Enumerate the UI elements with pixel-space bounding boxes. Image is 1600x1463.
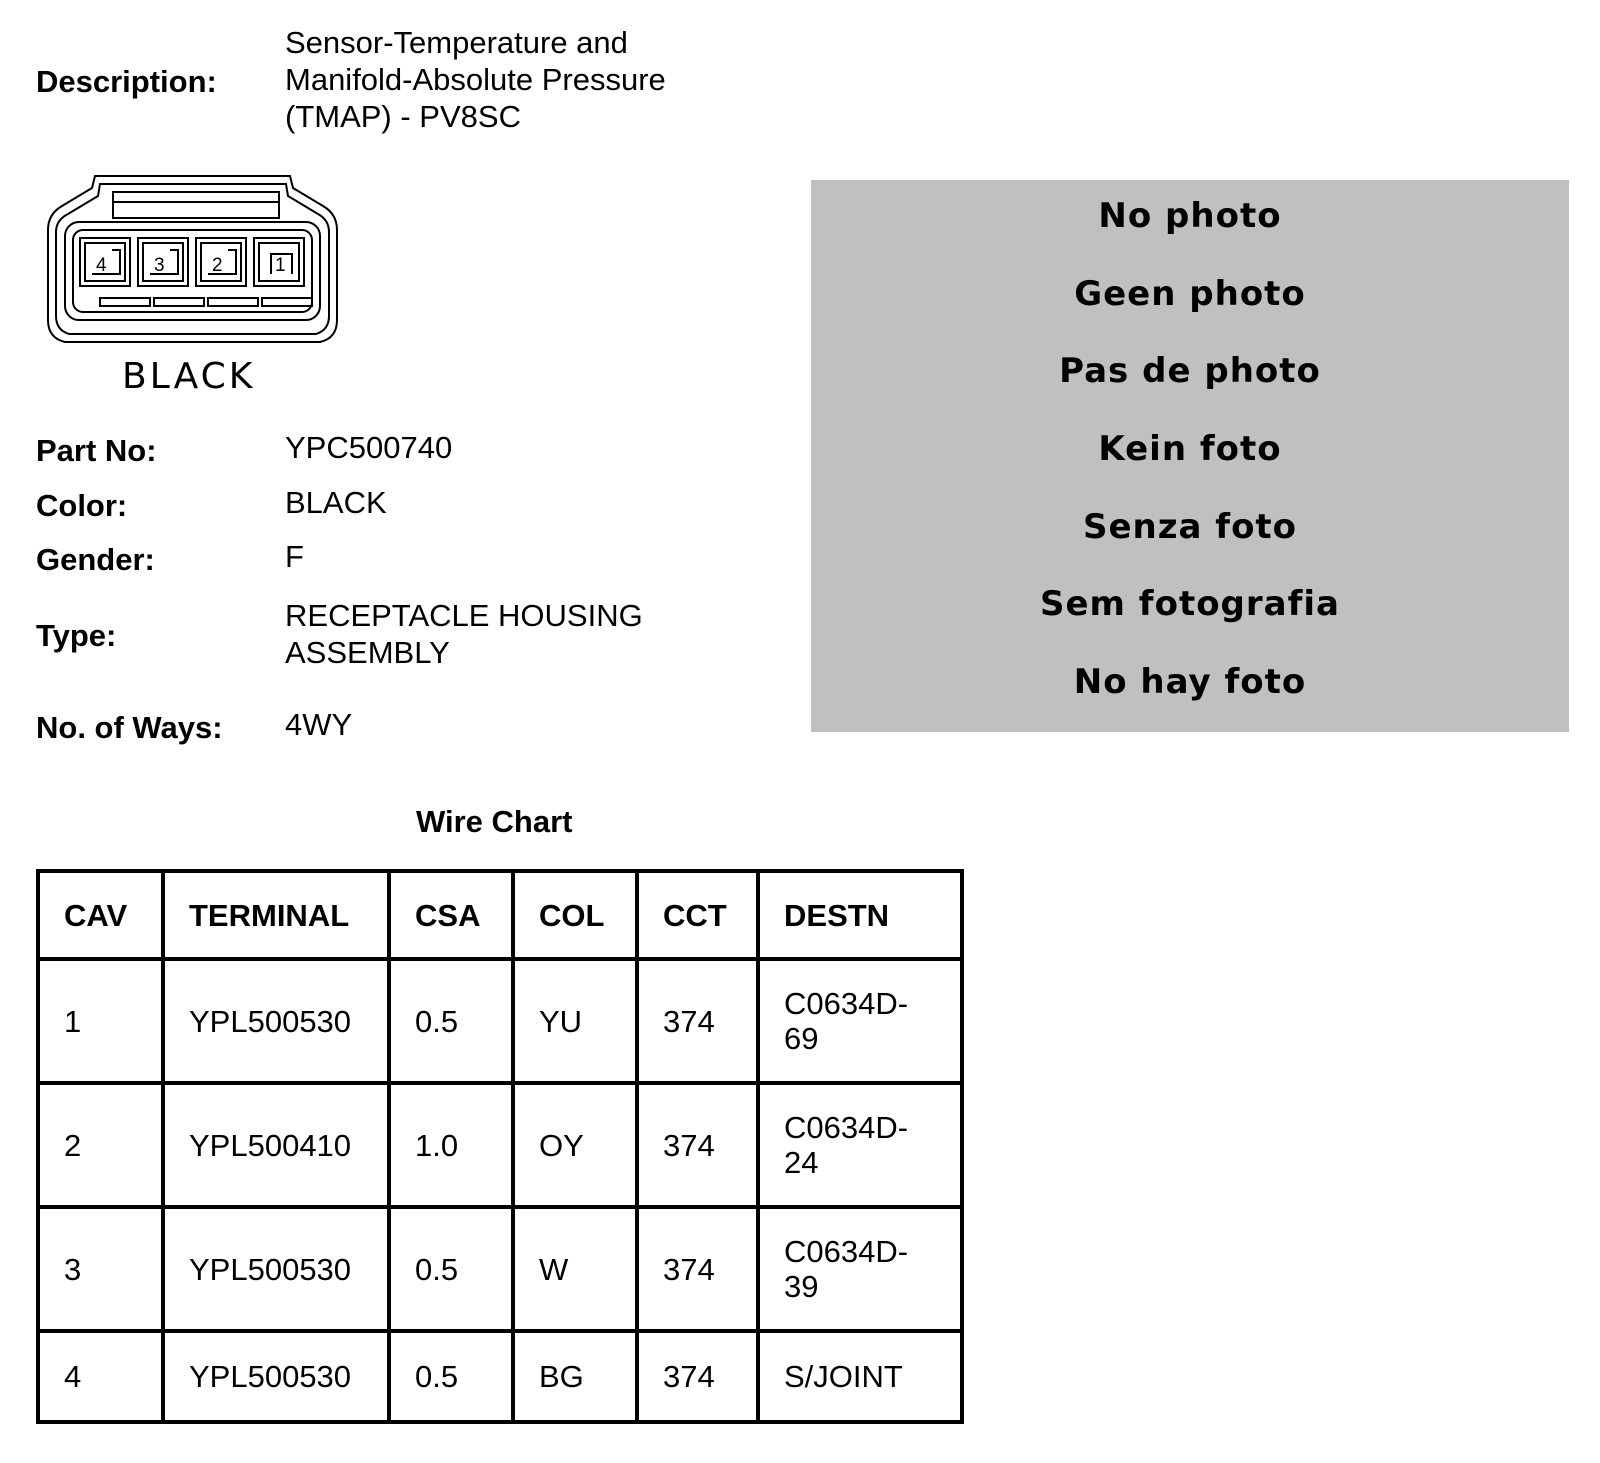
cell-cav: 3 [38, 1207, 163, 1331]
cell-cav: 4 [38, 1331, 163, 1422]
type-line: ASSEMBLY [285, 635, 450, 670]
cell-destn [758, 1207, 962, 1331]
cell-csa: 0.5 [389, 959, 513, 1083]
table-row [38, 1207, 962, 1331]
cavity-number: 3 [154, 255, 165, 276]
cell-terminal: YPL500530 [163, 1331, 389, 1422]
header-csa: CSA [389, 871, 513, 959]
no-photo-text: Senza foto [1082, 507, 1298, 547]
part-no-label: Part No: [36, 433, 157, 468]
cell-csa: 1.0 [389, 1083, 513, 1207]
type-label: Type: [36, 618, 117, 653]
table-header-row [38, 871, 962, 959]
cell-col: BG [513, 1331, 637, 1422]
wire-chart-table [36, 869, 964, 1424]
header-col: COL [513, 871, 637, 959]
destn-line: 24 [784, 1145, 819, 1180]
color-value: BLACK [285, 485, 387, 520]
no-photo-text: Geen photo [1074, 274, 1306, 314]
destn-line: 69 [784, 1021, 819, 1056]
no-photo-text: Pas de photo [1059, 351, 1321, 391]
cell-cct: 374 [637, 959, 758, 1083]
cell-col: W [513, 1207, 637, 1331]
part-no-value: YPC500740 [285, 430, 453, 465]
table-row [38, 1331, 962, 1422]
description-label: Description: [36, 64, 217, 99]
cell-terminal: YPL500410 [163, 1083, 389, 1207]
no-photo-text: No hay foto [1073, 662, 1307, 702]
description-value [285, 24, 666, 135]
cell-csa: 0.5 [389, 1207, 513, 1331]
cell-cav: 2 [38, 1083, 163, 1207]
connector-color-label: BLACK [122, 356, 256, 397]
cell-col: YU [513, 959, 637, 1083]
cell-terminal: YPL500530 [163, 959, 389, 1083]
description-line: Manifold-Absolute Pressure [285, 62, 666, 97]
cell-cct: 374 [637, 1331, 758, 1422]
cavity-number: 1 [275, 255, 286, 276]
cell-terminal: YPL500530 [163, 1207, 389, 1331]
description-line: (TMAP) - PV8SC [285, 99, 521, 134]
color-label: Color: [36, 488, 128, 523]
destn-line: C0634D- [784, 986, 909, 1021]
no-photo-text: No photo [1098, 196, 1282, 236]
cell-cav: 1 [38, 959, 163, 1083]
cell-cct: 374 [637, 1207, 758, 1331]
destn-line: C0634D- [784, 1234, 909, 1269]
gender-label: Gender: [36, 542, 155, 577]
cell-cct: 374 [637, 1083, 758, 1207]
ways-label: No. of Ways: [36, 710, 223, 745]
no-photo-text: Sem fotografia [1039, 584, 1340, 624]
header-cct: CCT [637, 871, 758, 959]
ways-value: 4WY [285, 707, 353, 742]
cell-destn [758, 959, 962, 1083]
table-row [38, 959, 962, 1083]
header-terminal: TERMINAL [163, 871, 389, 959]
type-value [285, 597, 643, 671]
header-destn: DESTN [758, 871, 962, 959]
destn-line: S/JOINT [784, 1359, 903, 1394]
description-line: Sensor-Temperature and [285, 25, 628, 60]
destn-line: C0634D- [784, 1110, 909, 1145]
header-cav: CAV [38, 871, 163, 959]
cell-destn [758, 1083, 962, 1207]
wire-chart-title: Wire Chart [416, 804, 573, 839]
cavity-number: 2 [212, 255, 223, 276]
no-photo-text: Kein foto [1098, 429, 1282, 469]
cell-col: OY [513, 1083, 637, 1207]
photo-placeholder [811, 180, 1569, 732]
type-line: RECEPTACLE HOUSING [285, 598, 643, 633]
table-row [38, 1083, 962, 1207]
connector-diagram [40, 170, 340, 400]
destn-line: 39 [784, 1269, 819, 1304]
gender-value: F [285, 539, 304, 574]
cell-destn [758, 1331, 962, 1422]
cavity-number: 4 [96, 255, 107, 276]
cell-csa: 0.5 [389, 1331, 513, 1422]
